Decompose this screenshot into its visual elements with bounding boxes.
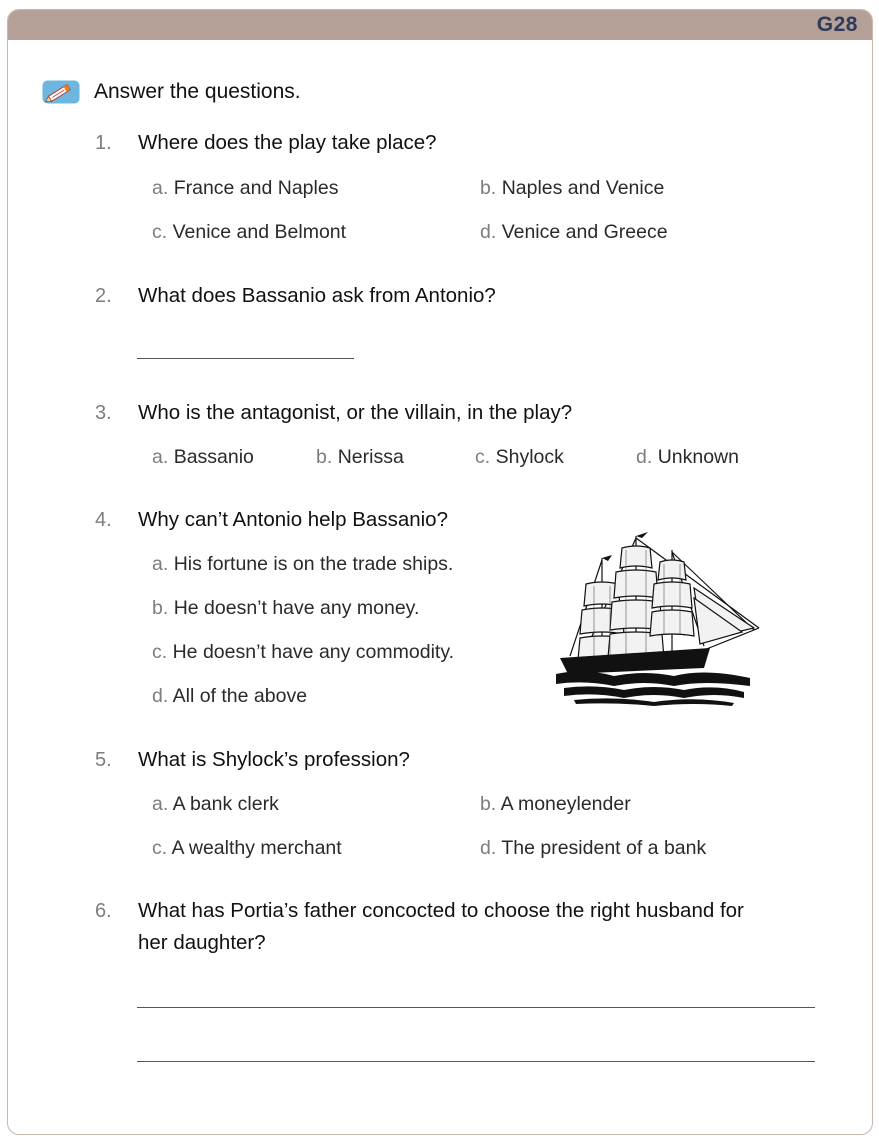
option-text: Unknown (657, 446, 739, 468)
question-text: What does Bassanio ask from Antonio? (138, 284, 496, 307)
option-letter: c. (152, 641, 168, 663)
option-letter: c. (152, 221, 168, 243)
answer-option[interactable] (480, 177, 664, 200)
option-letter: d. (636, 446, 653, 468)
instruction-text: Answer the questions. (94, 80, 301, 103)
question-text-line-2: her daughter? (138, 931, 266, 954)
option-text: Naples and Venice (501, 177, 665, 199)
option-text: Shylock (495, 446, 564, 468)
option-text: A wealthy merchant (171, 837, 342, 859)
option-letter: a. (152, 446, 169, 468)
option-text: A moneylender (500, 793, 631, 815)
answer-option[interactable] (475, 446, 564, 469)
option-text: Venice and Greece (501, 221, 668, 243)
option-letter: a. (152, 793, 169, 815)
option-letter: c. (475, 446, 491, 468)
answer-option[interactable] (152, 837, 342, 860)
option-letter: a. (152, 553, 169, 575)
page-code: G28 (816, 13, 858, 36)
header-bar (8, 10, 872, 40)
answer-option[interactable] (480, 221, 668, 244)
sailing-ship-illustration (554, 528, 764, 710)
option-letter: b. (480, 793, 497, 815)
answer-option[interactable] (152, 685, 307, 708)
answer-option[interactable] (152, 446, 254, 469)
answer-option[interactable] (636, 446, 739, 469)
option-text: Nerissa (337, 446, 404, 468)
option-text: France and Naples (173, 177, 339, 199)
option-letter: a. (152, 177, 169, 199)
option-letter: b. (152, 597, 169, 619)
option-text: He doesn’t have any commodity. (172, 641, 455, 663)
option-text: He doesn’t have any money. (173, 597, 420, 619)
answer-option[interactable] (152, 641, 454, 664)
question-text: What is Shylock’s profession? (138, 748, 410, 771)
option-letter: d. (152, 685, 169, 707)
option-text: His fortune is on the trade ships. (173, 553, 454, 575)
option-letter: b. (316, 446, 333, 468)
option-letter: d. (480, 837, 497, 859)
answer-option[interactable] (152, 177, 338, 200)
option-letter: d. (480, 221, 497, 243)
question-text: Who is the antagonist, or the villain, in the play? (138, 401, 573, 424)
option-text: A bank clerk (172, 793, 279, 815)
option-letter: b. (480, 177, 497, 199)
answer-line[interactable] (137, 358, 354, 359)
answer-option[interactable] (152, 553, 453, 576)
question-number: 5. (95, 749, 112, 771)
question-number: 2. (95, 285, 112, 307)
option-text: The president of a bank (501, 837, 707, 859)
option-text: All of the above (172, 685, 308, 707)
answer-option[interactable] (152, 221, 346, 244)
question-text: Why can’t Antonio help Bassanio? (138, 508, 448, 531)
answer-option[interactable] (152, 597, 419, 620)
question-number: 3. (95, 402, 112, 424)
option-letter: c. (152, 837, 168, 859)
answer-line[interactable] (137, 1007, 815, 1008)
question-text-line-1: What has Portia’s father concocted to choose the right husband for (138, 899, 744, 922)
answer-option[interactable] (316, 446, 404, 469)
question-number: 4. (95, 509, 112, 531)
answer-line[interactable] (137, 1061, 815, 1062)
option-text: Venice and Belmont (172, 221, 347, 243)
answer-option[interactable] (152, 793, 279, 816)
question-text: Where does the play take place? (138, 131, 437, 154)
option-text: Bassanio (173, 446, 254, 468)
question-number: 1. (95, 132, 112, 154)
question-number: 6. (95, 900, 112, 922)
answer-option[interactable] (480, 837, 706, 860)
pencil-icon (42, 80, 80, 104)
answer-option[interactable] (480, 793, 631, 816)
